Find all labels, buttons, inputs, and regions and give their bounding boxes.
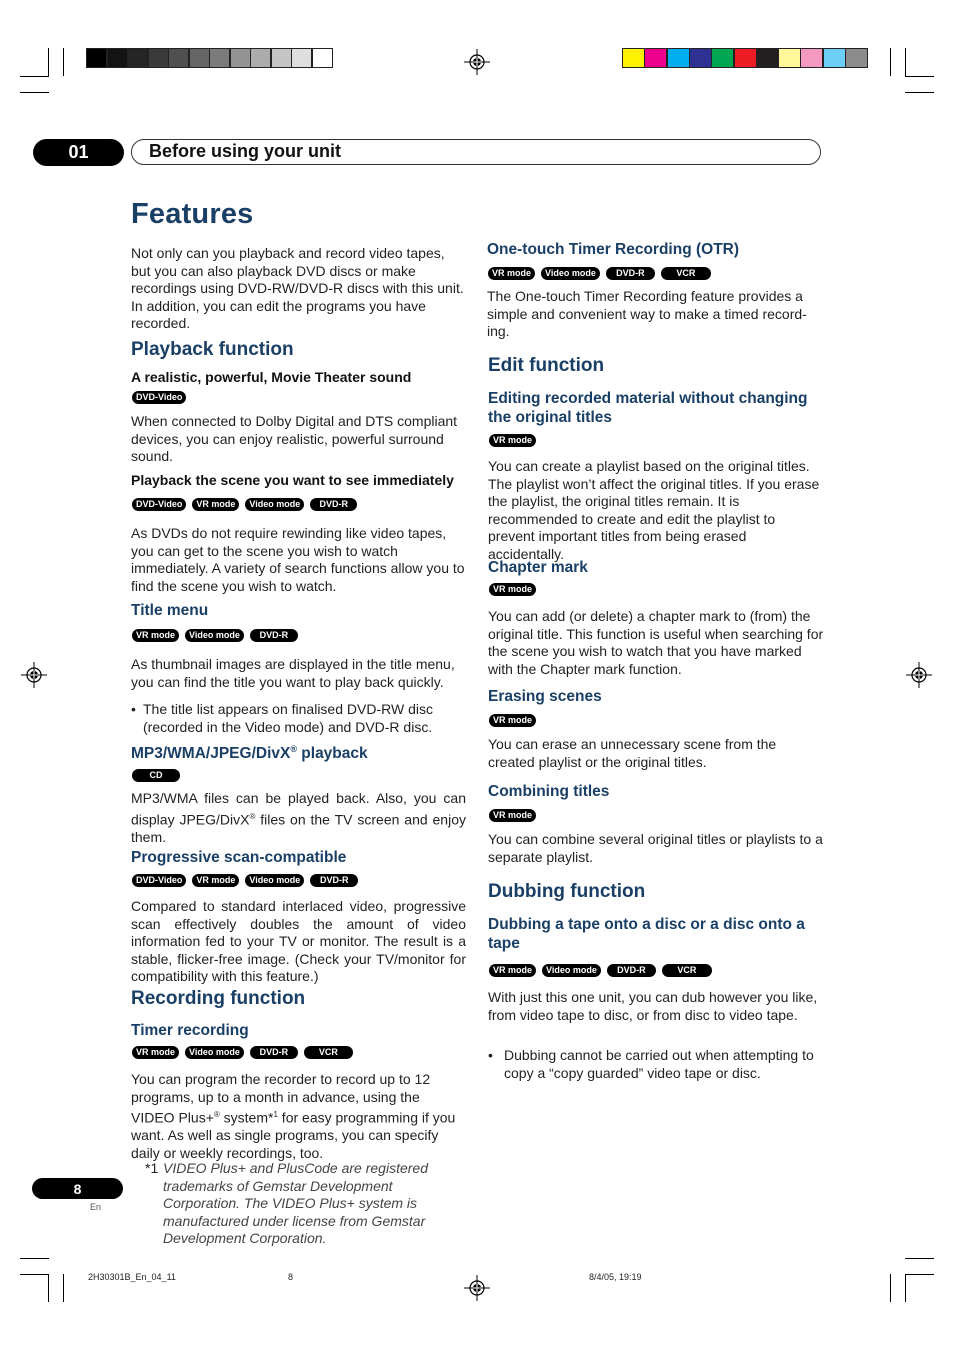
realistic-badges (132, 391, 186, 404)
editing-title: Editing recorded material without changing the original titles (488, 390, 808, 426)
gray-swatch (209, 48, 230, 68)
editing-badges (489, 434, 536, 447)
vr-mode-badge: VR mode (489, 964, 536, 977)
erasing-scenes-body: You can erase an unnecessary scene from the created playlist or the original titles. (488, 736, 777, 770)
dvd-r-badge: DVD-R (310, 874, 358, 887)
color-swatch (734, 48, 757, 68)
dvd-r-badge: DVD-R (250, 629, 298, 642)
dvd-video-badge: DVD-Video (132, 391, 186, 404)
color-swatch (823, 48, 846, 68)
color-swatch (711, 48, 734, 68)
gray-swatch (86, 48, 107, 68)
video-mode-badge: Video mode (541, 267, 600, 280)
color-swatch (689, 48, 712, 68)
color-swatch (778, 48, 801, 68)
gray-swatch (250, 48, 271, 68)
page-title: Features (131, 198, 254, 230)
gray-swatch (312, 48, 333, 68)
section-title-bar: Before using your unit (131, 139, 821, 165)
registration-mark-icon (464, 1275, 490, 1301)
otr-badges (488, 267, 711, 280)
print-date: 8/4/05, 19:19 (589, 1272, 642, 1282)
realistic-sound-title: A realistic, powerful, Movie Theater sound (131, 369, 412, 385)
cd-badge: CD (132, 769, 180, 782)
registration-mark-icon (906, 662, 932, 688)
vcr-badge: VCR (304, 1046, 353, 1059)
dvd-r-badge: DVD-R (250, 1046, 298, 1059)
combining-titles-body: You can combine several original titles or playlists to a separate playlist. (488, 831, 823, 865)
dubbing-tape-title: Dubbing a tape onto a disc or a disc onto a tape (488, 916, 805, 952)
footer-page: 8 (288, 1272, 294, 1282)
gray-swatch (168, 48, 189, 68)
color-swatch (644, 48, 667, 68)
progressive-scan-body: Compared to standard interlaced video, progressive scan effectively doubles the amount of video information fed to your TV or monitor. The result is a stable, flicker-free image. (Check your TV/monitor for compatibility with this feature.) (131, 898, 466, 985)
playback-heading: Playback function (131, 339, 294, 360)
intro-paragraph: Not only can you playback and record video tapes, but you can also playback DVD discs or make recordings using DVD-RW/DVD-R discs with this unit. In addition, you can edit the programs you have recorded. (131, 245, 464, 332)
vr-mode-badge: VR mode (489, 583, 536, 596)
otr-body: The One-touch Timer Recording feature provides a simple and convenient way to make a timed record-ing. (487, 288, 807, 340)
erasing-scenes-title: Erasing scenes (488, 688, 602, 705)
page-number-badge: 8 (32, 1178, 123, 1199)
realistic-sound-body: When connected to Dolby Digital and DTS compliant devices, you can enjoy realistic, powerful surround sound. (131, 413, 458, 465)
color-swatch (800, 48, 823, 68)
title-menu-badges (132, 629, 298, 642)
scene-badges (132, 498, 357, 511)
vr-mode-badge: VR mode (132, 629, 179, 642)
vcr-badge: VCR (662, 964, 712, 977)
chapter-badges (489, 583, 536, 596)
language-label: En (90, 1202, 102, 1212)
vr-mode-badge: VR mode (489, 714, 536, 727)
gray-swatch (230, 48, 251, 68)
file-id: 2H30301B_En_04_11 (88, 1272, 176, 1282)
progressive-scan-title: Progressive scan-compatible (131, 849, 347, 866)
title-menu-body: As thumbnail images are displayed in the title menu, you can find the title you want to play back quickly. (131, 656, 455, 690)
recording-heading: Recording function (131, 988, 306, 1009)
dvd-r-badge: DVD-R (606, 267, 655, 280)
dvd-r-badge: DVD-R (310, 498, 357, 511)
combining-titles-title: Combining titles (488, 783, 610, 800)
vr-mode-badge: VR mode (488, 267, 535, 280)
dvd-r-badge: DVD-R (607, 964, 656, 977)
video-mode-badge: Video mode (245, 498, 304, 511)
gray-swatch (148, 48, 169, 68)
mp3-playback-body: MP3/WMA files can be played back. Also, you can display JPEG/DivX® files on the TV screen and enjoy them. (131, 790, 466, 845)
gray-swatch (271, 48, 292, 68)
editing-body: You can create a playlist based on the original titles. The playlist won’t affect the original titles. If you erase the playlist, the original titles remain. It is recommended to create and edit the playlist to prevent important titles from being erased accidentally. (488, 458, 820, 562)
color-swatch (622, 48, 645, 68)
mp3-badges (132, 769, 180, 782)
color-swatch (845, 48, 868, 68)
edit-heading: Edit function (488, 355, 605, 376)
chapter-mark-title: Chapter mark (488, 559, 588, 576)
video-mode-badge: Video mode (185, 1046, 244, 1059)
vcr-badge: VCR (661, 267, 711, 280)
vr-mode-badge: VR mode (489, 434, 536, 447)
color-swatch (756, 48, 779, 68)
title-menu-title: Title menu (131, 602, 209, 619)
vr-mode-badge: VR mode (489, 809, 536, 822)
chapter-mark-body: You can add (or delete) a chapter mark to (from) the original title. This function is useful when searching for the scene you wish to watch that you have marked with the Chapter mark function. (488, 608, 824, 677)
chapter-number-badge: 01 (33, 139, 124, 166)
dubbing-heading: Dubbing function (488, 881, 646, 902)
vr-mode-badge: VR mode (132, 1046, 179, 1059)
timer-badges (132, 1046, 353, 1059)
dubbing-badges (489, 964, 712, 977)
combining-badges (489, 809, 536, 822)
registration-mark-icon (21, 662, 47, 688)
scene-playback-body: As DVDs do not require rewinding like video tapes, you can get to the scene you wish to watch immediately. A variety of search functions allow you to find the scene you wish to watch. (131, 525, 465, 594)
video-mode-badge: Video mode (185, 629, 244, 642)
vr-mode-badge: VR mode (192, 874, 239, 887)
color-swatch (667, 48, 690, 68)
video-mode-badge: Video mode (542, 964, 601, 977)
timer-recording-title: Timer recording (131, 1022, 249, 1039)
vr-mode-badge: VR mode (192, 498, 239, 511)
otr-title: One-touch Timer Recording (OTR) (487, 241, 740, 258)
gray-swatch (189, 48, 210, 68)
dubbing-tape-body: With just this one unit, you can dub however you like, from video tape to disc, or from disc to video tape. (488, 989, 818, 1023)
gray-swatch (291, 48, 312, 68)
progressive-badges (132, 874, 358, 887)
dvd-video-badge: DVD-Video (132, 874, 186, 887)
erasing-badges (489, 714, 536, 727)
gray-swatch (127, 48, 148, 68)
dvd-video-badge: DVD-Video (132, 498, 186, 511)
gray-swatch (107, 48, 128, 68)
timer-recording-body: You can program the recorder to record up to 12 programs, up to a month in advance, using the VIDEO Plus+® system*$^1$ for easy programming if you want. As well as single programs, you can specify daily or weekly recordings, too. (131, 1071, 456, 1162)
video-mode-badge: Video mode (245, 874, 304, 887)
scene-playback-title: Playback the scene you want to see immediately (131, 472, 454, 488)
mp3-playback-title: MP3/WMA/JPEG/DivX® playback (131, 744, 368, 763)
registration-mark-icon (464, 49, 490, 75)
